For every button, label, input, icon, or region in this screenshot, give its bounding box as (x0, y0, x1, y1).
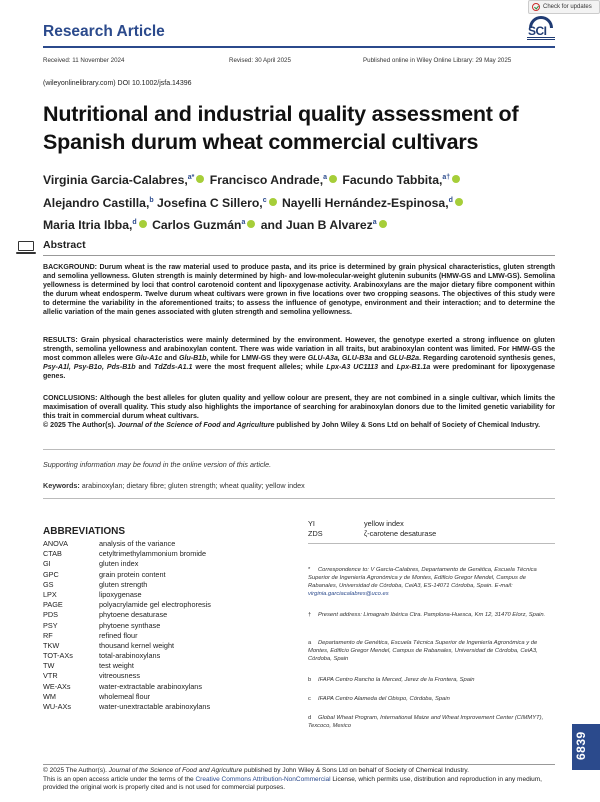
doi-link[interactable]: (wileyonlinelibrary.com) DOI 10.1002/jsfa.14396 (43, 80, 192, 87)
author[interactable]: Nayelli Hernández-Espinosa,$^d$ (282, 196, 465, 210)
orcid-icon[interactable] (452, 175, 460, 183)
abbreviation-row: CTAB cetyltrimethylammonium bromide (43, 549, 207, 559)
abbreviation-row: RF refined flour (43, 630, 138, 640)
divider (308, 543, 555, 544)
author[interactable]: and Juan B Alvarez$^a$ (261, 218, 389, 232)
author[interactable]: Maria Itria Ibba,$^d$ (43, 218, 149, 232)
author[interactable]: Alejandro Castilla,$^b$ (43, 195, 154, 210)
abbreviation-row: PDS phytoene desaturase (43, 610, 168, 620)
footer-divider (43, 764, 555, 765)
keywords: Keywords: arabinoxylan; dietary fibre; gluten strength; wheat quality; yellow index (43, 481, 305, 490)
published-date: Published online in Wiley Online Library: 29 May 2025 (363, 57, 512, 64)
abstract-results: RESULTS: Grain physical characteristics were mainly determined by the environment. However, the genotype exerted a strong influence on gluten strength, semolina yellowness and arabinoxylan content. There was wide variation in all traits, but arabinoxylan content was limited. For HMW-GS the most common alleles were Glu-A1c and Glu-B1b, while for LMW-GS they were GLU-A3a, GLU-B3a and GLU-B2a. Regarding carotenoid synthesis genes, Psy-A1l, Psy-B1o, Pds-B1b and TdZds-A1.1 were the most frequent alleles; while Lpx-A3 UC1113 and Lpx-B1.1a were predominant for lipoxygenase genes. (43, 337, 556, 381)
abbreviation-row: GPC grain protein content (43, 569, 166, 579)
license-link[interactable]: Creative Commons Attribution-NonCommercial (195, 775, 331, 783)
affiliation-note: a Departamento de Genética, Escuela Técnica Superior de Ingeniería Agronómica y de Montes, Edificio Gregor Mendel, Campus de Rabanales, Universidad de Córdoba, CeiA3, Córdoba, Spain (308, 640, 538, 662)
abbreviation-row: GS gluten strength (43, 579, 148, 589)
supporting-info-note: Supporting information may be found in the online version of this article. (43, 460, 272, 469)
section-label: Research Article (43, 23, 165, 40)
check-updates-icon (532, 3, 540, 11)
check-updates-button[interactable] (528, 0, 600, 14)
abbreviation-row: VTR vitreousness (43, 671, 140, 681)
orcid-icon[interactable] (247, 220, 255, 228)
abbreviation-row: YI yellow index (308, 519, 404, 528)
author[interactable]: Virginia Garcia-Calabres,$^{a*}$ (43, 173, 206, 187)
check-updates-label: Check for updates (543, 4, 592, 10)
orcid-icon[interactable] (269, 198, 277, 206)
orcid-icon[interactable] (196, 175, 204, 183)
abstract-copyright: © 2025 The Author(s). Journal of the Science of Food and Agriculture published by John Wiley & Sons Ltd on behalf of Society of Chemical Industry. (43, 422, 541, 430)
abbreviation-row: WU-AXs water-unextractable arabinoxylans (43, 702, 211, 711)
page-number-tab (572, 724, 600, 770)
abbreviation-row: LPX lipoxygenase (43, 589, 142, 599)
orcid-icon[interactable] (455, 198, 463, 206)
abbreviation-row: WE-AXs water-extractable arabinoxylans (43, 681, 203, 691)
affiliation-note: b IFAPA Centro Rancho la Merced, Jerez de la Frontera, Spain (308, 677, 475, 683)
page-number: 6839 (574, 731, 588, 760)
abstract-conclusions: CONCLUSIONS: Although the best alleles for gluten quality and yellow colour are present, they are not combined in a single cultivar, which limits the maximisation of overall quality. This study also highlights the importance of searching for arabinoxylan donors due to the limited genetic variability for this trait in commercial durum wheat cultivars. © 2025 The Author(s). Journal of the Science of Food and Agriculture published by John Wiley & Sons Ltd on behalf of Society of Chemical Industry. (43, 395, 555, 430)
divider (43, 449, 555, 450)
author[interactable]: Facundo Tabbita,$^{a\dagger}$ (342, 173, 462, 187)
abbreviation-row: TW test weight (43, 661, 134, 671)
abbreviation-row: PSY phytoene synthase (43, 620, 161, 630)
abstract-background: BACKGROUND: Durum wheat is the raw material used to produce pasta, and its price is determined by grain physical characteristics, gluten strength and semolina yellowness. Gluten strength is mainly determined by high- and low-molecular-weight glutenin subunits (HMW-GS and LMW-GS). Semolina yellowness is determined by loci that control carotenoid content and lipoxygenase activity. Arabinoxylans are the major dietary fibre component within the durum wheat endosperm. Twelve durum wheat cultivars were grown in five locations over two cropping seasons. The objectives of this study were to determine the variability in the aforementioned traits; to assess the influence of genotype, environment and their interaction; and to determine the allelic variation of the main genes associated with gluten strength and semolina yellowness. (43, 264, 556, 317)
abstract-divider (43, 255, 555, 256)
sci-logo: SCI (527, 16, 555, 40)
affiliation-note: d Global Wheat Program, International Maize and Wheat Improvement Center (CIMMYT), Texcoco, Mexico (308, 715, 544, 729)
orcid-icon[interactable] (139, 220, 147, 228)
author[interactable]: Carlos Guzmán$^a$ (152, 218, 257, 232)
divider (43, 498, 555, 499)
abbreviation-row: ZDS ζ-carotene desaturase (308, 529, 437, 539)
article-title: Nutritional and industrial quality assessment of Spanish durum wheat commercial cultivars (43, 102, 519, 154)
abbreviation-row: WM wholemeal flour (43, 691, 151, 701)
author[interactable]: Josefina C Sillero,$^c$ (157, 196, 279, 210)
affiliation-note: c IFAPA Centro Alameda del Obispo, Córdoba, Spain (308, 696, 450, 702)
revised-date: Revised: 30 April 2025 (229, 57, 291, 64)
author-list (43, 168, 555, 236)
abbreviation-row: TKW thousand kernel weight (43, 640, 175, 650)
abbreviation-row: ANOVA analysis of the variance (43, 539, 176, 548)
abbreviations-list (43, 539, 283, 712)
affiliation-note: † Present address: Limagrain Ibérica Ctra. Pamplona-Huesca, Km 12, 31470 Elorz, Spain. (308, 612, 546, 618)
abbreviations-heading: ABBREVIATIONS (43, 526, 126, 537)
abstract-heading: Abstract (43, 239, 86, 251)
abbreviation-row: PAGE polyacrylamide gel electrophoresis (43, 600, 211, 610)
license-footer: © 2025 The Author(s). Journal of the Science of Food and Agriculture published by John Wiley & Sons Ltd on behalf of Society of Chemical Industry. This is an open access article under the terms of the Creative Commons Attribution-NonCommercial License, which permits use, distribution and reproduction in any medium, provided the original work is properly cited and is not used for commercial purposes. (43, 767, 542, 792)
orcid-icon[interactable] (329, 175, 337, 183)
header-divider (43, 46, 555, 48)
correspondence-note: * Correspondence to: V Garcia-Calabres, Departamento de Genética, Escuela Técnica Superior de Ingeniería Agronómica y de Montes, Edificio Gregor Mendel, Campus de Rabanales, Universidad de Córdoba, CeiA3, ES-14071 Córdoba, Spain. E-mail: virginia.garciacalabres@uco.es (308, 567, 537, 597)
orcid-icon[interactable] (379, 220, 387, 228)
author[interactable]: Francisco Andrade,$^a$ (210, 173, 339, 187)
abbreviation-row: TOT-AXs total-arabinoxylans (43, 651, 161, 661)
abbreviation-row: GI gluten index (43, 559, 139, 569)
abbreviations-list-continued (308, 519, 555, 539)
email-link[interactable]: virginia.garciacalabres@uco.es (308, 591, 389, 597)
abstract-monitor-icon (16, 241, 37, 255)
received-date: Received: 11 November 2024 (43, 57, 125, 64)
